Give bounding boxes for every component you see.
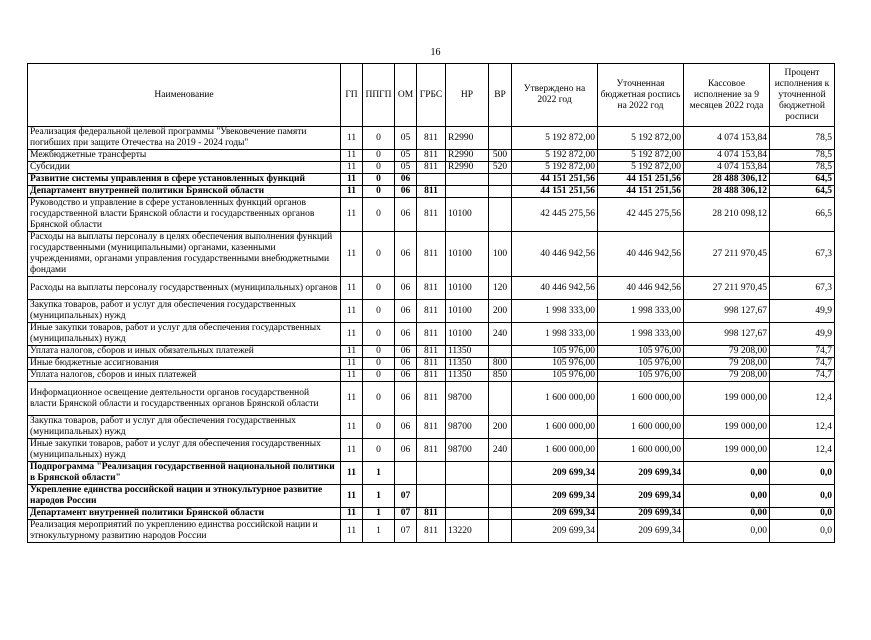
cell-om: 06 [395, 323, 417, 346]
cell-grbs: 811 [417, 198, 446, 232]
table-row [28, 520, 835, 543]
cell-vr [489, 198, 512, 232]
cell-grbs: 811 [417, 346, 446, 358]
cell-nr: 11350 [446, 370, 489, 382]
cell-om: 05 [395, 150, 417, 162]
cell-grbs [417, 462, 446, 485]
cell-approved: 1 600 000,00 [512, 382, 598, 416]
cell-approved: 105 976,00 [512, 358, 598, 370]
table-header-row [28, 64, 835, 127]
cell-revised: 40 446 942,56 [598, 232, 684, 277]
cell-gp: 11 [341, 198, 363, 232]
cell-executed: 199 000,00 [684, 416, 770, 439]
cell-gp: 11 [341, 416, 363, 439]
cell-om: 06 [395, 300, 417, 323]
cell-name: Реализация федеральной целевой программы "Увековечение памяти погибших при защите Отечества на 2019 - 2024 годы" [28, 127, 341, 150]
header-executed: Кассовое исполнение за 9 месяцев 2022 года [684, 64, 770, 127]
cell-name: Расходы на выплаты персоналу в целях обеспечения выполнения функций государственными (муниципальными) органами, казенными учреждениями, органами управления государственными внебюджетными фондами [28, 232, 341, 277]
cell-grbs: 811 [417, 127, 446, 150]
cell-grbs [417, 174, 446, 186]
cell-ppgp: 0 [363, 150, 395, 162]
cell-name: Реализация мероприятий по укреплению единства российской нации и этнокультурному развитию народов России [28, 520, 341, 543]
cell-executed: 79 208,00 [684, 346, 770, 358]
cell-approved: 1 600 000,00 [512, 416, 598, 439]
cell-executed: 27 211 970,45 [684, 232, 770, 277]
cell-ppgp: 0 [363, 439, 395, 462]
cell-vr [489, 485, 512, 508]
table-row [28, 485, 835, 508]
cell-revised: 1 600 000,00 [598, 416, 684, 439]
header-percent: Процент исполнения к уточненной бюджетной росписи [770, 64, 835, 127]
cell-approved: 209 699,34 [512, 462, 598, 485]
cell-approved: 1 998 333,00 [512, 323, 598, 346]
cell-ppgp: 0 [363, 323, 395, 346]
header-om: ОМ [395, 64, 417, 127]
cell-name: Межбюджетные трансферты [28, 150, 341, 162]
cell-nr: 10100 [446, 232, 489, 277]
cell-executed: 4 074 153,84 [684, 150, 770, 162]
cell-approved: 5 192 872,00 [512, 162, 598, 174]
cell-om: 06 [395, 382, 417, 416]
cell-ppgp: 0 [363, 300, 395, 323]
cell-nr [446, 462, 489, 485]
cell-name: Иные закупки товаров, работ и услуг для обеспечения государственных (муниципальных) нужд [28, 439, 341, 462]
cell-percent: 0,0 [770, 485, 835, 508]
cell-grbs: 811 [417, 370, 446, 382]
cell-revised: 1 600 000,00 [598, 382, 684, 416]
cell-nr: 10100 [446, 198, 489, 232]
header-nr: НР [446, 64, 489, 127]
cell-gp: 11 [341, 358, 363, 370]
cell-ppgp: 0 [363, 346, 395, 358]
header-gp: ГП [341, 64, 363, 127]
table-row [28, 323, 835, 346]
cell-grbs: 811 [417, 277, 446, 300]
cell-gp: 11 [341, 277, 363, 300]
cell-revised: 1 600 000,00 [598, 439, 684, 462]
cell-revised: 44 151 251,56 [598, 186, 684, 198]
cell-nr: 98700 [446, 382, 489, 416]
cell-approved: 105 976,00 [512, 346, 598, 358]
cell-om [395, 462, 417, 485]
cell-vr: 200 [489, 416, 512, 439]
cell-ppgp: 0 [363, 186, 395, 198]
cell-percent: 64,5 [770, 186, 835, 198]
cell-executed: 79 208,00 [684, 358, 770, 370]
cell-executed: 0,00 [684, 508, 770, 520]
cell-nr: 10100 [446, 323, 489, 346]
table-row [28, 439, 835, 462]
cell-ppgp: 0 [363, 382, 395, 416]
cell-grbs: 811 [417, 323, 446, 346]
cell-revised: 209 699,34 [598, 462, 684, 485]
cell-gp: 11 [341, 300, 363, 323]
cell-revised: 105 976,00 [598, 358, 684, 370]
cell-gp: 11 [341, 346, 363, 358]
cell-executed: 27 211 970,45 [684, 277, 770, 300]
table-body [28, 127, 835, 543]
cell-nr [446, 485, 489, 508]
table-row [28, 186, 835, 198]
cell-ppgp: 1 [363, 462, 395, 485]
cell-om: 06 [395, 186, 417, 198]
cell-vr [489, 186, 512, 198]
cell-revised: 105 976,00 [598, 346, 684, 358]
cell-gp: 11 [341, 520, 363, 543]
cell-grbs: 811 [417, 300, 446, 323]
cell-vr [489, 174, 512, 186]
cell-om: 06 [395, 370, 417, 382]
cell-percent: 74,7 [770, 346, 835, 358]
cell-om: 06 [395, 232, 417, 277]
cell-gp: 11 [341, 462, 363, 485]
cell-vr: 120 [489, 277, 512, 300]
cell-grbs: 811 [417, 232, 446, 277]
cell-name: Департамент внутренней политики Брянской области [28, 508, 341, 520]
cell-vr [489, 508, 512, 520]
cell-nr: 13220 [446, 520, 489, 543]
cell-name: Подпрограмма "Реализация государственной национальной политики в Брянской области" [28, 462, 341, 485]
cell-ppgp: 0 [363, 174, 395, 186]
cell-revised: 40 446 942,56 [598, 277, 684, 300]
table-row [28, 370, 835, 382]
cell-nr: 11350 [446, 346, 489, 358]
cell-ppgp: 0 [363, 232, 395, 277]
cell-approved: 40 446 942,56 [512, 232, 598, 277]
cell-grbs: 811 [417, 439, 446, 462]
table-row [28, 300, 835, 323]
cell-om: 05 [395, 162, 417, 174]
cell-name: Укрепление единства российской нации и этнокультурное развитие народов России [28, 485, 341, 508]
cell-executed: 28 210 098,12 [684, 198, 770, 232]
cell-name: Департамент внутренней политики Брянской области [28, 186, 341, 198]
cell-om: 05 [395, 127, 417, 150]
cell-nr: R2990 [446, 127, 489, 150]
cell-gp: 11 [341, 162, 363, 174]
cell-vr: 520 [489, 162, 512, 174]
cell-vr: 200 [489, 300, 512, 323]
cell-om: 06 [395, 416, 417, 439]
header-ppgp: ППГП [363, 64, 395, 127]
cell-grbs: 811 [417, 508, 446, 520]
table-row [28, 198, 835, 232]
cell-vr: 500 [489, 150, 512, 162]
cell-percent: 74,7 [770, 358, 835, 370]
header-revised: Уточненная бюджетная роспись на 2022 год [598, 64, 684, 127]
cell-approved: 105 976,00 [512, 370, 598, 382]
cell-approved: 5 192 872,00 [512, 127, 598, 150]
cell-ppgp: 1 [363, 520, 395, 543]
cell-vr [489, 382, 512, 416]
cell-nr: 98700 [446, 439, 489, 462]
table-row [28, 174, 835, 186]
cell-executed: 4 074 153,84 [684, 127, 770, 150]
cell-nr: 98700 [446, 416, 489, 439]
cell-gp: 11 [341, 150, 363, 162]
cell-gp: 11 [341, 370, 363, 382]
budget-table [27, 63, 835, 543]
cell-ppgp: 1 [363, 508, 395, 520]
cell-percent: 49,9 [770, 323, 835, 346]
cell-ppgp: 0 [363, 198, 395, 232]
cell-gp: 11 [341, 382, 363, 416]
cell-om: 06 [395, 346, 417, 358]
cell-vr: 240 [489, 439, 512, 462]
cell-gp: 11 [341, 439, 363, 462]
table-row [28, 232, 835, 277]
cell-nr [446, 508, 489, 520]
cell-gp: 11 [341, 485, 363, 508]
cell-om: 06 [395, 358, 417, 370]
table-row [28, 508, 835, 520]
cell-revised: 209 699,34 [598, 508, 684, 520]
cell-approved: 44 151 251,56 [512, 186, 598, 198]
table-row [28, 277, 835, 300]
cell-gp: 11 [341, 174, 363, 186]
table-row [28, 382, 835, 416]
cell-executed: 79 208,00 [684, 370, 770, 382]
cell-grbs: 811 [417, 382, 446, 416]
cell-om: 06 [395, 277, 417, 300]
cell-approved: 1 600 000,00 [512, 439, 598, 462]
cell-percent: 12,4 [770, 416, 835, 439]
cell-name: Развитие системы управления в сфере установленных функций [28, 174, 341, 186]
cell-approved: 209 699,34 [512, 485, 598, 508]
cell-name: Информационное освещение деятельности органов государственной власти Брянской области и государственных органов Брянской области [28, 382, 341, 416]
cell-percent: 0,0 [770, 508, 835, 520]
cell-name: Субсидии [28, 162, 341, 174]
cell-grbs: 811 [417, 150, 446, 162]
cell-percent: 49,9 [770, 300, 835, 323]
cell-revised: 209 699,34 [598, 520, 684, 543]
cell-nr: R2990 [446, 150, 489, 162]
cell-nr: R2990 [446, 162, 489, 174]
cell-ppgp: 0 [363, 370, 395, 382]
cell-ppgp: 1 [363, 485, 395, 508]
cell-executed: 199 000,00 [684, 439, 770, 462]
cell-gp: 11 [341, 323, 363, 346]
cell-approved: 209 699,34 [512, 508, 598, 520]
cell-vr [489, 127, 512, 150]
cell-name: Уплата налогов, сборов и иных платежей [28, 370, 341, 382]
cell-name: Закупка товаров, работ и услуг для обеспечения государственных (муниципальных) нужд [28, 416, 341, 439]
cell-percent: 12,4 [770, 439, 835, 462]
cell-executed: 998 127,67 [684, 323, 770, 346]
cell-ppgp: 0 [363, 162, 395, 174]
table-row [28, 162, 835, 174]
cell-vr: 100 [489, 232, 512, 277]
cell-name: Иные бюджетные ассигнования [28, 358, 341, 370]
cell-vr: 850 [489, 370, 512, 382]
table-row [28, 462, 835, 485]
cell-ppgp: 0 [363, 277, 395, 300]
cell-percent: 78,5 [770, 127, 835, 150]
header-approved: Утверждено на 2022 год [512, 64, 598, 127]
cell-gp: 11 [341, 127, 363, 150]
cell-name: Руководство и управление в сфере установленных функций органов государственной власти Брянской области и государственных органов Брянской области [28, 198, 341, 232]
table-row [28, 346, 835, 358]
cell-vr [489, 346, 512, 358]
table-row [28, 150, 835, 162]
cell-executed: 4 074 153,84 [684, 162, 770, 174]
cell-nr: 10100 [446, 300, 489, 323]
cell-executed: 998 127,67 [684, 300, 770, 323]
cell-executed: 199 000,00 [684, 382, 770, 416]
cell-nr: 10100 [446, 277, 489, 300]
cell-approved: 44 151 251,56 [512, 174, 598, 186]
cell-grbs: 811 [417, 416, 446, 439]
cell-nr: 11350 [446, 358, 489, 370]
cell-revised: 1 998 333,00 [598, 300, 684, 323]
cell-percent: 12,4 [770, 382, 835, 416]
cell-grbs: 811 [417, 358, 446, 370]
header-name: Наименование [28, 64, 341, 127]
cell-grbs: 811 [417, 162, 446, 174]
cell-percent: 78,5 [770, 162, 835, 174]
cell-revised: 42 445 275,56 [598, 198, 684, 232]
cell-revised: 1 998 333,00 [598, 323, 684, 346]
cell-executed: 0,00 [684, 520, 770, 543]
cell-om: 07 [395, 520, 417, 543]
cell-executed: 28 488 306,12 [684, 186, 770, 198]
cell-name: Расходы на выплаты персоналу государственных (муниципальных) органов [28, 277, 341, 300]
cell-gp: 11 [341, 508, 363, 520]
cell-vr: 240 [489, 323, 512, 346]
header-grbs: ГРБС [417, 64, 446, 127]
cell-executed: 0,00 [684, 462, 770, 485]
cell-name: Закупка товаров, работ и услуг для обеспечения государственных (муниципальных) нужд [28, 300, 341, 323]
cell-approved: 42 445 275,56 [512, 198, 598, 232]
cell-executed: 28 488 306,12 [684, 174, 770, 186]
cell-om: 06 [395, 439, 417, 462]
cell-vr: 800 [489, 358, 512, 370]
cell-executed: 0,00 [684, 485, 770, 508]
cell-grbs: 811 [417, 186, 446, 198]
cell-revised: 105 976,00 [598, 370, 684, 382]
cell-approved: 5 192 872,00 [512, 150, 598, 162]
cell-percent: 78,5 [770, 150, 835, 162]
cell-approved: 209 699,34 [512, 520, 598, 543]
cell-name: Уплата налогов, сборов и иных обязательных платежей [28, 346, 341, 358]
cell-om: 06 [395, 198, 417, 232]
cell-vr [489, 462, 512, 485]
cell-ppgp: 0 [363, 127, 395, 150]
cell-revised: 5 192 872,00 [598, 150, 684, 162]
cell-percent: 74,7 [770, 370, 835, 382]
cell-percent: 66,5 [770, 198, 835, 232]
cell-om: 07 [395, 508, 417, 520]
cell-om: 06 [395, 174, 417, 186]
cell-om: 07 [395, 485, 417, 508]
cell-gp: 11 [341, 232, 363, 277]
table-row [28, 358, 835, 370]
cell-revised: 5 192 872,00 [598, 162, 684, 174]
cell-grbs: 811 [417, 520, 446, 543]
cell-revised: 209 699,34 [598, 485, 684, 508]
cell-nr [446, 186, 489, 198]
page-number: 16 [430, 47, 441, 58]
cell-ppgp: 0 [363, 416, 395, 439]
cell-revised: 5 192 872,00 [598, 127, 684, 150]
cell-approved: 1 998 333,00 [512, 300, 598, 323]
cell-approved: 40 446 942,56 [512, 277, 598, 300]
cell-percent: 67,3 [770, 232, 835, 277]
cell-percent: 0,0 [770, 462, 835, 485]
cell-grbs [417, 485, 446, 508]
table-row [28, 416, 835, 439]
cell-nr [446, 174, 489, 186]
cell-ppgp: 0 [363, 358, 395, 370]
cell-name: Иные закупки товаров, работ и услуг для обеспечения государственных (муниципальных) нужд [28, 323, 341, 346]
cell-revised: 44 151 251,56 [598, 174, 684, 186]
header-vr: ВР [489, 64, 512, 127]
cell-vr [489, 520, 512, 543]
cell-percent: 64,5 [770, 174, 835, 186]
cell-percent: 67,3 [770, 277, 835, 300]
table-row [28, 127, 835, 150]
cell-percent: 0,0 [770, 520, 835, 543]
cell-gp: 11 [341, 186, 363, 198]
